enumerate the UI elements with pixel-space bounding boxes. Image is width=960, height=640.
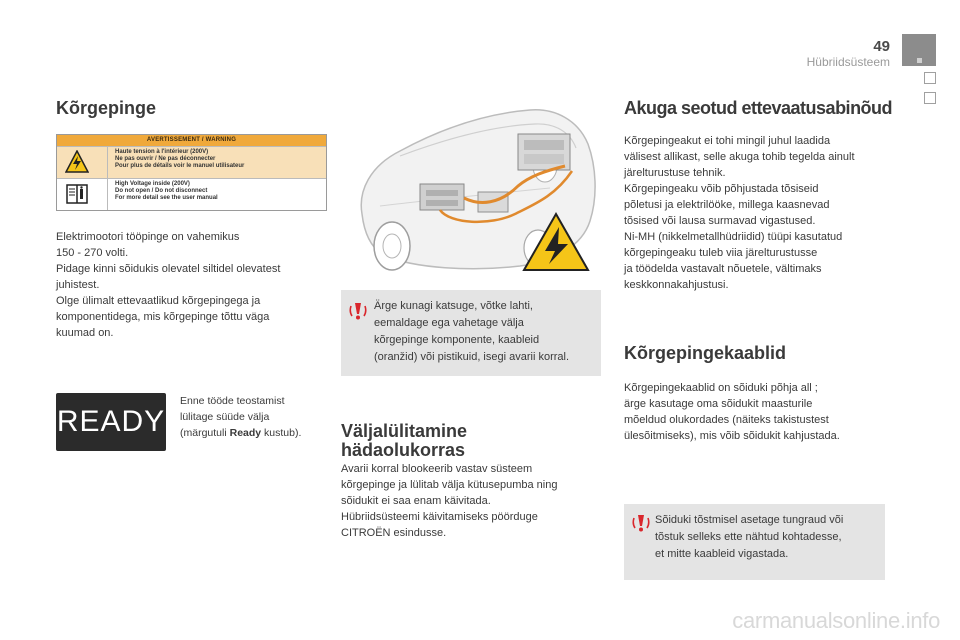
battery-precautions-text bbox=[624, 133, 894, 293]
ready-line-1: Enne tööde teostamist bbox=[180, 395, 285, 407]
battery-line-1: Kõrgepingeakut ei tohi mingil juhul laadida bbox=[624, 135, 831, 147]
shutoff-title-line-1: Väljalülitamine bbox=[341, 421, 468, 441]
wl-fr-line-1: Haute tension à l'intérieur (200V) bbox=[115, 149, 209, 155]
warning-label bbox=[56, 134, 327, 211]
warning-exclamation-icon bbox=[349, 302, 367, 320]
high-voltage-icon bbox=[65, 150, 89, 174]
shutoff-title-line-2: hädaolukorras bbox=[341, 440, 466, 460]
chapter-tab[interactable] bbox=[902, 34, 936, 66]
wl-en-line-2: Do not open / Do not disconnect bbox=[115, 188, 208, 194]
car-illustration bbox=[340, 96, 605, 278]
wl-fr-line-2: Ne pas ouvrir / Ne pas déconnecter bbox=[115, 156, 216, 162]
shutoff-line-3: sõidukit ei saa enam käivitada. bbox=[341, 495, 491, 507]
section-name: Hübriidsüsteem bbox=[806, 55, 890, 69]
high-voltage-description bbox=[56, 229, 326, 341]
wl-fr-line-3: Pour plus de détails voir le manuel utilisateur bbox=[115, 163, 245, 169]
hv-line-1: Elektrimootori tööpinge on vahemikus bbox=[56, 231, 240, 243]
warning-label-separator bbox=[107, 179, 108, 210]
hv-line-6: komponentidega, mis kõrgepinge tõttu väga bbox=[56, 311, 270, 323]
note-line-3: kõrgepinge komponente, kaableid bbox=[374, 334, 540, 346]
ready-line-2: lülitage süüde välja bbox=[180, 411, 270, 423]
battery-line-4: Kõrgepingeaku võib põhjustada tõsiseid bbox=[624, 183, 819, 195]
warning-label-en-text bbox=[115, 181, 218, 202]
hv-line-2: 150 - 270 volti. bbox=[56, 247, 129, 259]
warning-exclamation-icon bbox=[632, 514, 650, 532]
high-voltage-title: Kõrgepinge bbox=[56, 98, 157, 118]
shutoff-line-2: kõrgepinge ja lülitab välja kütusepumba ning bbox=[341, 479, 558, 491]
cables-line-1: Kõrgepingekaablid on sõiduki põhja all ; bbox=[624, 382, 818, 394]
hv-cables-title: Kõrgepingekaablid bbox=[624, 343, 787, 363]
cables-line-2: ärge kasutage oma sõidukit maasturile bbox=[624, 398, 813, 410]
battery-line-6: tõsised või lausa surmavad vigastused. bbox=[624, 215, 816, 227]
battery-line-10: keskkonnakahjustusi. bbox=[624, 279, 729, 291]
warning-label-row-fr bbox=[57, 146, 326, 178]
warning-label-row-en bbox=[57, 178, 326, 210]
battery-line-9: ja töödelda vastavalt nõuetele, vältimaks bbox=[624, 263, 822, 275]
note-line-1: Ärge kunagi katsuge, võtke lahti, bbox=[374, 300, 533, 312]
jack-lift-note bbox=[624, 504, 885, 580]
lift-line-3: et mitte kaableid vigastada. bbox=[655, 548, 789, 560]
battery-line-2: välisest allikast, selle akuga tohib tegelda ainult bbox=[624, 151, 855, 163]
wl-en-line-1: High Voltage inside (200V) bbox=[115, 181, 190, 187]
hv-line-5: Olge ülimalt ettevaatlikud kõrgepingega ja bbox=[56, 295, 261, 307]
battery-line-8: kõrgepingeaku tuleb viia järelturustusse bbox=[624, 247, 818, 259]
ready-indicator: READY bbox=[56, 393, 166, 451]
battery-precautions-title: Akuga seotud ettevaatusabinõud bbox=[624, 98, 893, 118]
ready-line-3: (märgutuli Ready kustub). bbox=[180, 427, 302, 439]
shutoff-line-4: Hübriidsüsteemi käivitamiseks pöörduge bbox=[341, 511, 538, 523]
battery-line-7: Ni-MH (nikkelmetallhüdriidid) tüüpi kasutatud bbox=[624, 231, 843, 243]
warning-label-fr-text bbox=[115, 149, 244, 170]
ready-instructions bbox=[180, 393, 330, 441]
chapter-tab-empty-1[interactable] bbox=[924, 72, 936, 84]
emergency-shutoff-text bbox=[341, 461, 601, 541]
warning-label-separator bbox=[107, 147, 108, 178]
hv-cables-text bbox=[624, 380, 894, 444]
hv-line-7: kuumad on. bbox=[56, 327, 114, 339]
cables-line-3: mõeldud olukordades (näiteks takistustest bbox=[624, 414, 829, 426]
wl-en-line-3: For more detail see the user manual bbox=[115, 195, 218, 201]
no-touch-note bbox=[341, 290, 601, 376]
shutoff-line-5: CITROËN esindusse. bbox=[341, 527, 447, 539]
battery-line-5: põletusi ja elektrilööke, millega kaasnevad bbox=[624, 199, 830, 211]
hv-line-3: Pidage kinni sõidukis olevatel siltidel olevatest bbox=[56, 263, 281, 275]
page-number: 49 bbox=[873, 38, 890, 55]
emergency-shutoff-title bbox=[341, 422, 467, 460]
lift-line-2: tõstuk selleks ette nähtud kohtadesse, bbox=[655, 531, 842, 543]
tab-dot bbox=[917, 58, 922, 63]
warning-label-header: AVERTISSEMENT / WARNING bbox=[57, 135, 326, 146]
watermark: carmanualsonline.info bbox=[732, 608, 940, 633]
cables-line-4: ülesõitmiseks), mis võib sõidukit kahjustada. bbox=[624, 430, 840, 442]
note-line-4: (oranžid) või pistikuid, isegi avarii korral. bbox=[374, 351, 570, 363]
manual-book-icon bbox=[65, 182, 89, 206]
hv-line-4: juhistest. bbox=[56, 279, 100, 291]
battery-line-3: järelturustuse tehnik. bbox=[624, 167, 726, 179]
shutoff-line-1: Avarii korral blookeerib vastav süsteem bbox=[341, 463, 533, 475]
lift-line-1: Sõiduki tõstmisel asetage tungraud või bbox=[655, 514, 844, 526]
chapter-tab-empty-2[interactable] bbox=[924, 92, 936, 104]
note-line-2: eemaldage ega vahetage välja bbox=[374, 317, 524, 329]
